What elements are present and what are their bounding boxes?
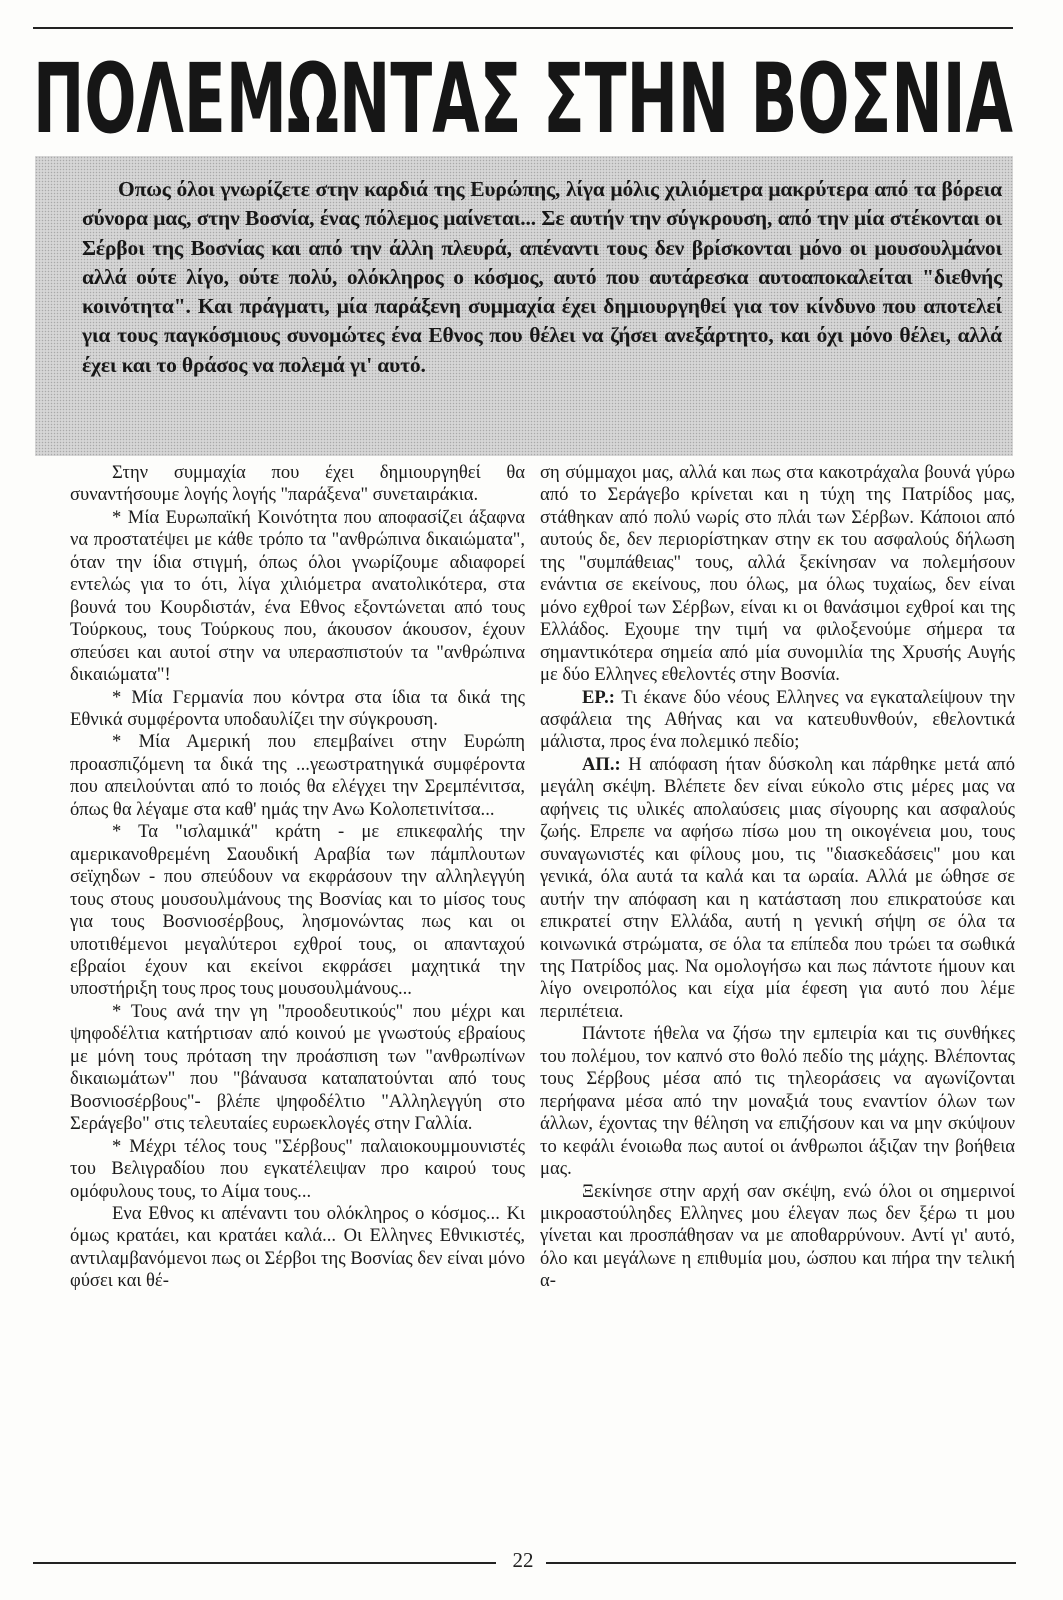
interview-answer [540,754,1015,1023]
list-item-america: * Μία Αμερική που επεμβαίνει στην Ευρώπη προασπιζόμενη τα δικά της ...γεωστρατηγικά συμφέροντα που απειλούνται από το ποιός θα ελέγχει την Σρεμπένιτσα, όπως θα λέγαμε στα καθ' ημάς την Ανω Κολοπετινίτσα... [70,731,525,820]
answer-paragraph-3: Ξεκίνησε στην αρχή σαν σκέψη, ενώ όλοι οι σημερινοί μικροαστούληδες Ελληνες μου έλεγαν πως δεν ξέρω τι μου γίνεται και προσπάθησαν να με αποθαρρύνουν. Αντί γι' αυτό, όλο και μεγάλωνε η επιθυμία μου, ώσπου και πήρα την τελική α- [540,1180,1015,1292]
right-column [540,462,1015,1293]
lead-paragraph: Οπως όλοι γνωρίζετε στην καρδιά της Ευρώπης, λίγα μόλις χιλιόμετρα μακρύτερα από τα βόρεια σύνορα μας, στην Βοσνία, ένας πόλεμος μαίνεται... Σε αυτήν την σύγκρουση, από την μία στέκονται οι Σέρβοι της Βοσνίας και από την άλλη πλευρά, απέναντι τους δεν βρίσκονται μόνο οι μουσουλμάνοι αλλά ούτε λίγο, ούτε πολύ, ολόκληρος ο κόσμος, αυτό που αυτάρεσκα αυτοαποκαλείται "διεθνής κοινότητα". Και πράγματι, μία παράξενη συμμαχία έχει δημιουργηθεί για τον κίνδυνο που αποτελεί για τους παγκόσμιους συνομώτες ένα Εθνος που θέλει να ζήσει ανεξάρτητο, και όχι μόνο θέλει, αλλά έχει και το θράσος να πολεμά γι' αυτό. [82,177,1002,377]
footer-rule-right [546,1562,1016,1564]
closing-paragraph: Ενα Εθνος κι απέναντι του ολόκληρος ο κόσμος... Κι όμως κρατάει, και κρατάει καλά... Οι Ελληνες Εθνικιστές, αντιλαμβανόμενοι πως οι Σέρβοι της Βοσνίας δεν είναι μόνο φύσει και θέ- [70,1202,525,1292]
continuation-paragraph: ση σύμμαχοι μας, αλλά και πως στα κακοτράχαλα βουνά γύρω από το Σεράγεβο κρίνεται και η τύχη της Πατρίδος μας, στάθηκαν από πολύ νωρίς στο πλάι των Σέρβων. Κάποιοι από αυτούς δε, δεν περιορίστηκαν στην εκ του ασφαλούς δήλωση της "συμπάθειας" τους, αλλά ξεκίνησαν να πολεμήσουν ενάντια σε εκείνους, που όλως, μα όλως τυχαίως, δεν είναι μόνο εχθροί των Σέρβων, είναι κι οι θανάσιμοι εχθροί και της Ελλάδος. Εχουμε την τιμή να φιλοξενούμε σήμερα τα σημαντικότερα σημεία από μία συνομιλία της Χρυσής Αυγής με δύο Ελληνες εθελοντές στην Βοσνία. [540,462,1015,686]
answer-label: ΑΠ.: [582,753,621,775]
question-text: Τι έκανε δύο νέους Ελληνες να εγκαταλείψουν την ασφάλεια της Αθήνας και να κατευθυνθούν, εθελοντικά μάλιστα, προς ένα πολεμικό πεδίο; [540,686,1015,753]
list-item-germany: * Μία Γερμανία που κόντρα στα ίδια τα δικά της Εθνικά συμφέροντα υποδαυλίζει την σύγκρουση. [70,686,525,730]
answer-paragraph-2: Πάντοτε ήθελα να ζήσω την εμπειρία και τις συνθήκες του πολέμου, τον καπνό στο θολό πεδίο της μάχης. Βλέποντας τους Σέρβους μέσα από τις τηλεοράσεις να αγωνίζονται περήφανα μέσα από την μοναξιά τους εναντίον όλων των άλλων, έχοντας την θέληση να επιζήσουν και να μην σκύψουν το κεφάλι ένοιωθα πως αυτοί οι άνθρωποι άξιζαν την βοήθεια μας. [540,1023,1015,1180]
left-column [70,462,525,1293]
list-item-belgrade: * Μέχρι τέλος τους "Σέρβους" παλαιοκουμμουνιστές του Βελιγραδίου που εγκατέλειψαν προ καιρού τους ομόφυλους τους, το Αίμα τους... [70,1135,525,1202]
intro-paragraph: Στην συμμαχία που έχει δημιουργηθεί θα συναντήσουμε λογής λογής "παράξενα" συνεταιράκια. [70,462,525,506]
answer-text: Η απόφαση ήταν δύσκολη και πάρθηκε μετά από μεγάλη σκέψη. Βλέπετε δεν είναι εύκολο στις μέρες μας να αφήνεις τις υλικές απολαύσεις μιας σίγουρης και ασφαλούς ζωής. Επρεπε να αφήσω πίσω μου τη οικογένεια μου, τους συναγωνιστές και φίλους μου, τις "διασκεδάσεις" μου και γενικά, όλα αυτά τα καλά και τα ωραία. Αλλά με ώθησε σε αυτήν την απόφαση και η κατάσταση που επικρατούσε και επικρατεί στην Ελλάδα, αυτή η γενική σήψη σε όλα τα κοινωνικά στρώματα, σε όλα τα επίπεδα που τρώει τα σωθικά της Πατρίδος μας. Να ομολογήσω και πως πάντοτε ήμουν και λίγο ονειροπόλος και είχα μία έφεση για αυτό που λέμε περιπέτεια. [540,753,1015,1022]
question-label: ΕΡ.: [582,686,615,708]
top-rule [33,27,1013,29]
list-item-islamic-states: * Τα "ισλαμικά" κράτη - με επικεφαλής την αμερικανοθρεμένη Σαουδική Αραβία των πάμπλουτων σεϊχηδων - που σπεύδουν να εκφράσουν την αλληλεγγύη τους στους μουσουλμάνους της Βοσνίας και το μίσος τους για τους Βοσνιοσέρβους, λησμονώντας πως και οι υποτιθέμενοι μεγαλύτεροι εχθροί τους, οι απανταχού εβραίοι έχουν και εκείνοι εκφράσει μαχητικά την υποστήριξη τους προς τους μουσουλμάνους... [70,821,525,1000]
list-item-eu: * Μία Ευρωπαϊκή Κοινότητα που αποφασίζει άξαφνα να προστατέψει με κάθε τρόπο τα "ανθρώπινα δικαιώματα", όταν την ίδια στιγμή, όπως όλοι γνωρίζουμε αδιαφορεί εντελώς για το ότι, λίγα χιλιόμετρα ανατολικότερα, στα βουνά του Κουρδιστάν, ένα Εθνος εξοντώνεται από τους Τούρκους, τους Τούρκους που, άκουσον άκουσον, έχουν σπεύσει και αυτοί στην να υπερασπιστούν τα "ανθρώπινα δικαιώματα"! [70,506,525,686]
page-number: 22 [512,1548,534,1572]
list-item-progressives: * Τους ανά την γη "προοδευτικούς" που μέχρι και ψηφοδέλτια κατήρτισαν από κοινού με γνωστούς εβραίους με μόνη τους πρόταση την προάσπιση των "ανθρωπίνων δικαιωμάτων" που "βάναυσα καταπατούνται από τους Βοσνιοσέρβους"- βλέπε ψηφοδέλτιο "Αλληλεγγύη στο Σεράγεβο" στις τελευταίες ευρωεκλογές στην Γαλλία. [70,1000,525,1135]
article-title-text: ΠΟΛΕΜΩΝΤΑΣ ΣΤΗΝ ΒΟΣΝΙΑ [33,43,1013,155]
interview-question [540,687,1015,754]
footer-rule-left [33,1562,496,1564]
article-title [33,43,1013,155]
